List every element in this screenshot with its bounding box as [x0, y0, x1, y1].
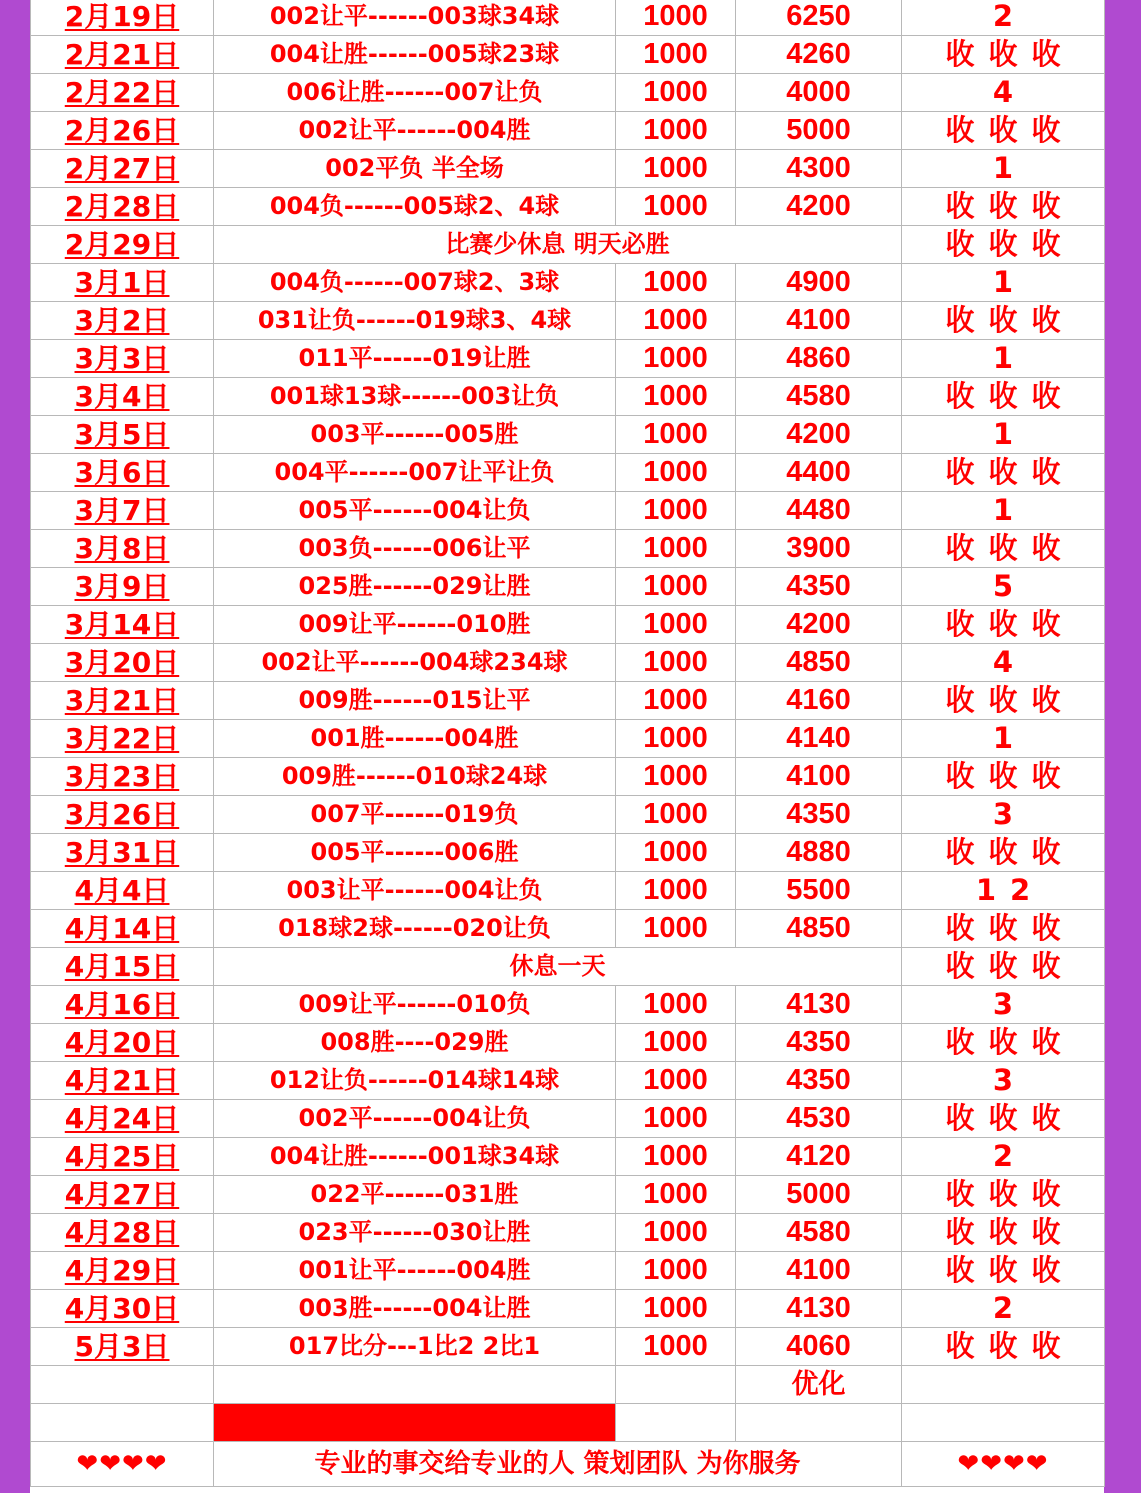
empty-cell: [616, 1404, 736, 1442]
result-cell: 1: [902, 720, 1105, 758]
table-row: [31, 1176, 1105, 1214]
footer-row: [31, 1442, 1105, 1487]
result-cell: 1: [902, 150, 1105, 188]
hearts-left: ❤❤❤❤: [31, 1442, 214, 1487]
return-cell: 4480: [736, 492, 902, 530]
table-row: [31, 416, 1105, 454]
table-row: [31, 1252, 1105, 1290]
match-cell: 001胜------004胜: [214, 720, 616, 758]
table-row: [31, 0, 1105, 36]
result-cell: 收收收: [902, 1024, 1105, 1062]
table-row: [31, 758, 1105, 796]
date-cell: 4月24日: [31, 1100, 214, 1138]
return-cell: 4140: [736, 720, 902, 758]
return-cell: 4130: [736, 1290, 902, 1328]
red-bar-cell: [214, 1404, 616, 1442]
result-cell: 1: [902, 492, 1105, 530]
table-row: [31, 720, 1105, 758]
result-cell: 2: [902, 0, 1105, 36]
date-cell: 2月21日: [31, 36, 214, 74]
table-row: [31, 644, 1105, 682]
date-cell: 3月5日: [31, 416, 214, 454]
table-row: [31, 872, 1105, 910]
date-cell: 3月7日: [31, 492, 214, 530]
stake-cell: 1000: [616, 682, 736, 720]
match-cell: 023平------030让胜: [214, 1214, 616, 1252]
table-row: [31, 36, 1105, 74]
result-cell: 1: [902, 416, 1105, 454]
return-cell: 4850: [736, 644, 902, 682]
table-row: [31, 1138, 1105, 1176]
date-cell: 4月15日: [31, 948, 214, 986]
date-cell: 2月28日: [31, 188, 214, 226]
table-row: [31, 606, 1105, 644]
date-cell: 3月22日: [31, 720, 214, 758]
stake-cell: 1000: [616, 644, 736, 682]
table-row: [31, 378, 1105, 416]
return-cell: 3900: [736, 530, 902, 568]
match-cell: 004让胜------005球23球: [214, 36, 616, 74]
return-cell: 4160: [736, 682, 902, 720]
result-cell: 收收收: [902, 1176, 1105, 1214]
return-cell: 4900: [736, 264, 902, 302]
match-cell: 031让负------019球3、4球: [214, 302, 616, 340]
match-cell: 003负------006让平: [214, 530, 616, 568]
stake-cell: 1000: [616, 530, 736, 568]
date-cell: 4月27日: [31, 1176, 214, 1214]
date-cell: 4月30日: [31, 1290, 214, 1328]
table-row: [31, 796, 1105, 834]
table-row: [31, 834, 1105, 872]
match-cell: 022平------031胜: [214, 1176, 616, 1214]
stake-cell: 1000: [616, 1024, 736, 1062]
result-cell: 收收收: [902, 834, 1105, 872]
table-row: [31, 1214, 1105, 1252]
stake-cell: 1000: [616, 568, 736, 606]
empty-cell: [902, 1366, 1105, 1404]
match-cell: 009胜------010球24球: [214, 758, 616, 796]
stake-cell: 1000: [616, 416, 736, 454]
return-cell: 4580: [736, 378, 902, 416]
return-cell: 4880: [736, 834, 902, 872]
table-row: [31, 150, 1105, 188]
match-cell: 002让平------004球234球: [214, 644, 616, 682]
date-cell: 3月4日: [31, 378, 214, 416]
return-cell: 4850: [736, 910, 902, 948]
table-body: [31, 0, 1105, 1366]
date-cell: 3月2日: [31, 302, 214, 340]
table-row: [31, 910, 1105, 948]
hearts-right: ❤❤❤❤: [902, 1442, 1105, 1487]
return-cell: 4260: [736, 36, 902, 74]
result-cell: 收收收: [902, 1100, 1105, 1138]
rest-note: 休息一天: [214, 948, 902, 986]
stake-cell: 1000: [616, 758, 736, 796]
result-cell: 收收收: [902, 112, 1105, 150]
table-row: [31, 986, 1105, 1024]
table-row: [31, 226, 1105, 264]
stake-cell: 1000: [616, 834, 736, 872]
result-cell: 4: [902, 74, 1105, 112]
stake-cell: 1000: [616, 1328, 736, 1366]
return-cell: 4580: [736, 1214, 902, 1252]
date-cell: 3月31日: [31, 834, 214, 872]
match-cell: 011平------019让胜: [214, 340, 616, 378]
stake-cell: 1000: [616, 606, 736, 644]
date-cell: 2月22日: [31, 74, 214, 112]
match-cell: 002平负 半全场: [214, 150, 616, 188]
empty-cell: [736, 1404, 902, 1442]
date-cell: 4月20日: [31, 1024, 214, 1062]
date-cell: 4月14日: [31, 910, 214, 948]
empty-cell: [31, 1366, 214, 1404]
stake-cell: 1000: [616, 910, 736, 948]
stake-cell: 1000: [616, 264, 736, 302]
return-cell: 4200: [736, 606, 902, 644]
result-cell: 收收收: [902, 910, 1105, 948]
return-cell: 4100: [736, 758, 902, 796]
date-cell: 3月3日: [31, 340, 214, 378]
rest-note: 比赛少休息 明天必胜: [214, 226, 902, 264]
stake-cell: 1000: [616, 188, 736, 226]
date-cell: 3月1日: [31, 264, 214, 302]
table-row: [31, 1024, 1105, 1062]
date-cell: 3月26日: [31, 796, 214, 834]
stake-cell: 1000: [616, 1062, 736, 1100]
slogan-text: 专业的事交给专业的人 策划团队 为你服务: [214, 1442, 902, 1487]
table-row: [31, 682, 1105, 720]
result-cell: 收收收: [902, 302, 1105, 340]
table-tail: [31, 1366, 1105, 1487]
empty-cell: [214, 1366, 616, 1404]
return-cell: 4300: [736, 150, 902, 188]
date-cell: 3月9日: [31, 568, 214, 606]
match-cell: 002让平------003球34球: [214, 0, 616, 36]
return-cell: 4000: [736, 74, 902, 112]
table-row: [31, 74, 1105, 112]
match-cell: 006让胜------007让负: [214, 74, 616, 112]
match-cell: 004平------007让平让负: [214, 454, 616, 492]
return-cell: 4120: [736, 1138, 902, 1176]
date-cell: 4月29日: [31, 1252, 214, 1290]
match-cell: 005平------004让负: [214, 492, 616, 530]
result-cell: 收收收: [902, 1252, 1105, 1290]
return-cell: 5000: [736, 1176, 902, 1214]
result-cell: 收收收: [902, 606, 1105, 644]
stake-cell: 1000: [616, 378, 736, 416]
stake-cell: 1000: [616, 1100, 736, 1138]
table-row: [31, 1100, 1105, 1138]
date-cell: 3月20日: [31, 644, 214, 682]
return-cell: 5000: [736, 112, 902, 150]
stake-cell: 1000: [616, 1290, 736, 1328]
stake-cell: 1000: [616, 1252, 736, 1290]
date-cell: 4月28日: [31, 1214, 214, 1252]
return-cell: 4200: [736, 416, 902, 454]
stake-cell: 1000: [616, 720, 736, 758]
result-cell: 12: [902, 872, 1105, 910]
date-cell: 5月3日: [31, 1328, 214, 1366]
table-row: [31, 1062, 1105, 1100]
return-cell: 4100: [736, 1252, 902, 1290]
match-cell: 004让胜------001球34球: [214, 1138, 616, 1176]
result-cell: 5: [902, 568, 1105, 606]
result-cell: 2: [902, 1290, 1105, 1328]
result-cell: 4: [902, 644, 1105, 682]
match-cell: 002平------004让负: [214, 1100, 616, 1138]
date-cell: 4月16日: [31, 986, 214, 1024]
result-cell: 收收收: [902, 682, 1105, 720]
stake-cell: 1000: [616, 302, 736, 340]
match-cell: 003让平------004让负: [214, 872, 616, 910]
table-row: [31, 188, 1105, 226]
return-cell: 4400: [736, 454, 902, 492]
empty-cell: [31, 1404, 214, 1442]
return-cell: 4350: [736, 568, 902, 606]
return-cell: 4060: [736, 1328, 902, 1366]
betting-record-table: [30, 0, 1105, 1487]
result-cell: 1: [902, 264, 1105, 302]
stake-cell: 1000: [616, 986, 736, 1024]
empty-cell: [616, 1366, 736, 1404]
red-bar: [214, 1404, 615, 1441]
date-cell: 3月6日: [31, 454, 214, 492]
date-cell: 2月19日: [31, 0, 214, 36]
stake-cell: 1000: [616, 796, 736, 834]
match-cell: 004负------007球2、3球: [214, 264, 616, 302]
date-cell: 4月4日: [31, 872, 214, 910]
match-cell: 003平------005胜: [214, 416, 616, 454]
table-row: [31, 112, 1105, 150]
result-cell: 收收收: [902, 758, 1105, 796]
stake-cell: 1000: [616, 0, 736, 36]
date-cell: 2月29日: [31, 226, 214, 264]
stake-cell: 1000: [616, 340, 736, 378]
result-cell: 收收收: [902, 36, 1105, 74]
table-row: [31, 1290, 1105, 1328]
optimize-row: [31, 1366, 1105, 1404]
stake-cell: 1000: [616, 1214, 736, 1252]
result-cell: 3: [902, 986, 1105, 1024]
table-row: [31, 530, 1105, 568]
stake-cell: 1000: [616, 872, 736, 910]
stake-cell: 1000: [616, 36, 736, 74]
match-cell: 002让平------004胜: [214, 112, 616, 150]
result-cell: 收收收: [902, 530, 1105, 568]
red-bar-row: [31, 1404, 1105, 1442]
record-sheet: [30, 0, 1104, 1493]
table-row: [31, 264, 1105, 302]
result-cell: 收收收: [902, 188, 1105, 226]
table-row: [31, 454, 1105, 492]
return-cell: 4530: [736, 1100, 902, 1138]
result-cell: 收收收: [902, 378, 1105, 416]
match-cell: 001球13球------003让负: [214, 378, 616, 416]
match-cell: 004负------005球2、4球: [214, 188, 616, 226]
result-cell: 收收收: [902, 454, 1105, 492]
result-cell: 收收收: [902, 1328, 1105, 1366]
match-cell: 003胜------004让胜: [214, 1290, 616, 1328]
return-cell: 4350: [736, 796, 902, 834]
stake-cell: 1000: [616, 1176, 736, 1214]
table-row: [31, 302, 1105, 340]
date-cell: 2月27日: [31, 150, 214, 188]
match-cell: 009让平------010胜: [214, 606, 616, 644]
date-cell: 3月8日: [31, 530, 214, 568]
table-row: [31, 492, 1105, 530]
result-cell: 2: [902, 1138, 1105, 1176]
match-cell: 008胜----029胜: [214, 1024, 616, 1062]
stake-cell: 1000: [616, 454, 736, 492]
result-cell: 3: [902, 796, 1105, 834]
return-cell: 5500: [736, 872, 902, 910]
result-cell: 收收收: [902, 948, 1105, 986]
match-cell: 025胜------029让胜: [214, 568, 616, 606]
match-cell: 007平------019负: [214, 796, 616, 834]
return-cell: 4350: [736, 1024, 902, 1062]
date-cell: 4月21日: [31, 1062, 214, 1100]
stake-cell: 1000: [616, 150, 736, 188]
match-cell: 009胜------015让平: [214, 682, 616, 720]
return-cell: 4130: [736, 986, 902, 1024]
date-cell: 2月26日: [31, 112, 214, 150]
return-cell: 6250: [736, 0, 902, 36]
table-row: [31, 1328, 1105, 1366]
stake-cell: 1000: [616, 112, 736, 150]
result-cell: 3: [902, 1062, 1105, 1100]
stake-cell: 1000: [616, 74, 736, 112]
match-cell: 012让负------014球14球: [214, 1062, 616, 1100]
date-cell: 4月25日: [31, 1138, 214, 1176]
date-cell: 3月14日: [31, 606, 214, 644]
table-row: [31, 948, 1105, 986]
match-cell: 018球2球------020让负: [214, 910, 616, 948]
return-cell: 4860: [736, 340, 902, 378]
match-cell: 009让平------010负: [214, 986, 616, 1024]
match-cell: 005平------006胜: [214, 834, 616, 872]
return-cell: 4100: [736, 302, 902, 340]
date-cell: 3月23日: [31, 758, 214, 796]
match-cell: 017比分---1比2 2比1: [214, 1328, 616, 1366]
empty-cell: [902, 1404, 1105, 1442]
match-cell: 001让平------004胜: [214, 1252, 616, 1290]
stake-cell: 1000: [616, 492, 736, 530]
date-cell: 3月21日: [31, 682, 214, 720]
result-cell: 收收收: [902, 1214, 1105, 1252]
return-cell: 4350: [736, 1062, 902, 1100]
result-cell: 1: [902, 340, 1105, 378]
table-row: [31, 340, 1105, 378]
return-cell: 4200: [736, 188, 902, 226]
table-row: [31, 568, 1105, 606]
result-cell: 收收收: [902, 226, 1105, 264]
stake-cell: 1000: [616, 1138, 736, 1176]
optimize-label: 优化: [736, 1366, 902, 1404]
